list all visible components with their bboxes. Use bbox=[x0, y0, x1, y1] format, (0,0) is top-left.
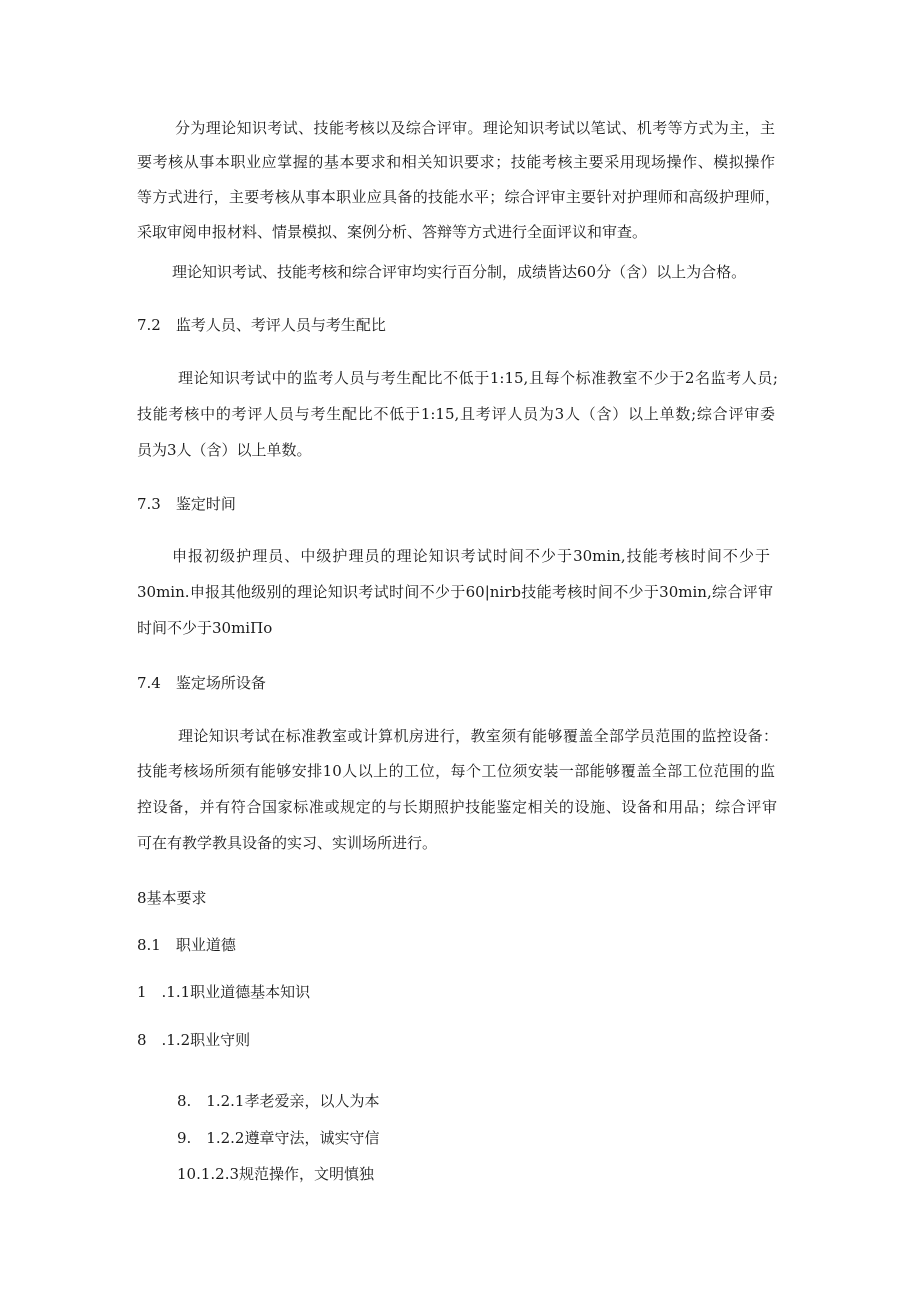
para1-line3: 等方式进行，主要考核从事本职业应具备的技能水平；综合评审主要针对护理师和高级护理师， bbox=[137, 188, 780, 206]
section-8-1-heading: 8.1 职业道德 bbox=[137, 936, 236, 954]
section-7-3-line1: 申报初级护理员、中级护理员的理论知识考试时间不少于30min,技能考核时间不少于 bbox=[172, 547, 770, 565]
section-7-3-heading: 7.3 鉴定时间 bbox=[137, 495, 236, 513]
section-7-3-line3: 时间不少于30miΠo bbox=[137, 619, 273, 637]
section-7-2-line3: 员为3人（含）以上单数。 bbox=[137, 441, 312, 459]
section-7-4-line1: 理论知识考试在标准教室或计算机房进行，教室须有能够覆盖全部学员范围的监控设备： bbox=[178, 727, 778, 745]
section-7-2-heading: 7.2 监考人员、考评人员与考生配比 bbox=[137, 316, 386, 334]
para2: 理论知识考试、技能考核和综合评审均实行百分制，成绩皆达60分（含）以上为合格。 bbox=[172, 263, 747, 281]
para1-line1: 分为理论知识考试、技能考核以及综合评审。理论知识考试以笔试、机考等方式为主，主 bbox=[175, 119, 775, 137]
para1-line2: 要考核从事本职业应掌握的基本要求和相关知识要求；技能考核主要采用现场操作、模拟操作 bbox=[137, 153, 775, 171]
section-7-3-line2: 30min.申报其他级别的理论知识考试时间不少于60|nirb技能考核时间不少于30min,综合评审 bbox=[137, 583, 773, 601]
section-7-2-line2: 技能考核中的考评人员与考生配比不低于1:15,且考评人员为3人（含）以上单数;综合评审委 bbox=[137, 405, 775, 423]
list-item-1-2-2: 9. 1.2.2遵章守法，诚实守信 bbox=[177, 1129, 380, 1147]
section-7-4-line3: 控设备，并有符合国家标准或规定的与长期照护技能鉴定相关的设施、设备和用品；综合评审 bbox=[137, 798, 777, 816]
para1-line4: 采取审阅申报材料、情景模拟、案例分析、答辩等方式进行全面评议和审查。 bbox=[137, 223, 648, 241]
section-8-heading: 8基本要求 bbox=[137, 889, 207, 907]
list-item-1-2-3: 10.1.2.3规范操作，文明慎独 bbox=[177, 1165, 375, 1183]
section-7-4-line4: 可在有教学教具设备的实习、实训场所进行。 bbox=[137, 834, 438, 852]
list-item-1-2-1: 8. 1.2.1孝老爱亲，以人为本 bbox=[177, 1092, 380, 1110]
section-7-4-line2: 技能考核场所须有能够安排10人以上的工位，每个工位须安装一部能够覆盖全部工位范围的监 bbox=[137, 762, 775, 780]
section-7-2-line1: 理论知识考试中的监考人员与考生配比不低于1:15,且每个标准教室不少于2名监考人员; bbox=[178, 369, 778, 387]
section-7-4-heading: 7.4 鉴定场所设备 bbox=[137, 674, 266, 692]
list-item-1-1-1: 1 .1.1职业道德基本知识 bbox=[137, 983, 311, 1001]
list-item-1-1-2: 8 .1.2职业守则 bbox=[137, 1031, 251, 1049]
